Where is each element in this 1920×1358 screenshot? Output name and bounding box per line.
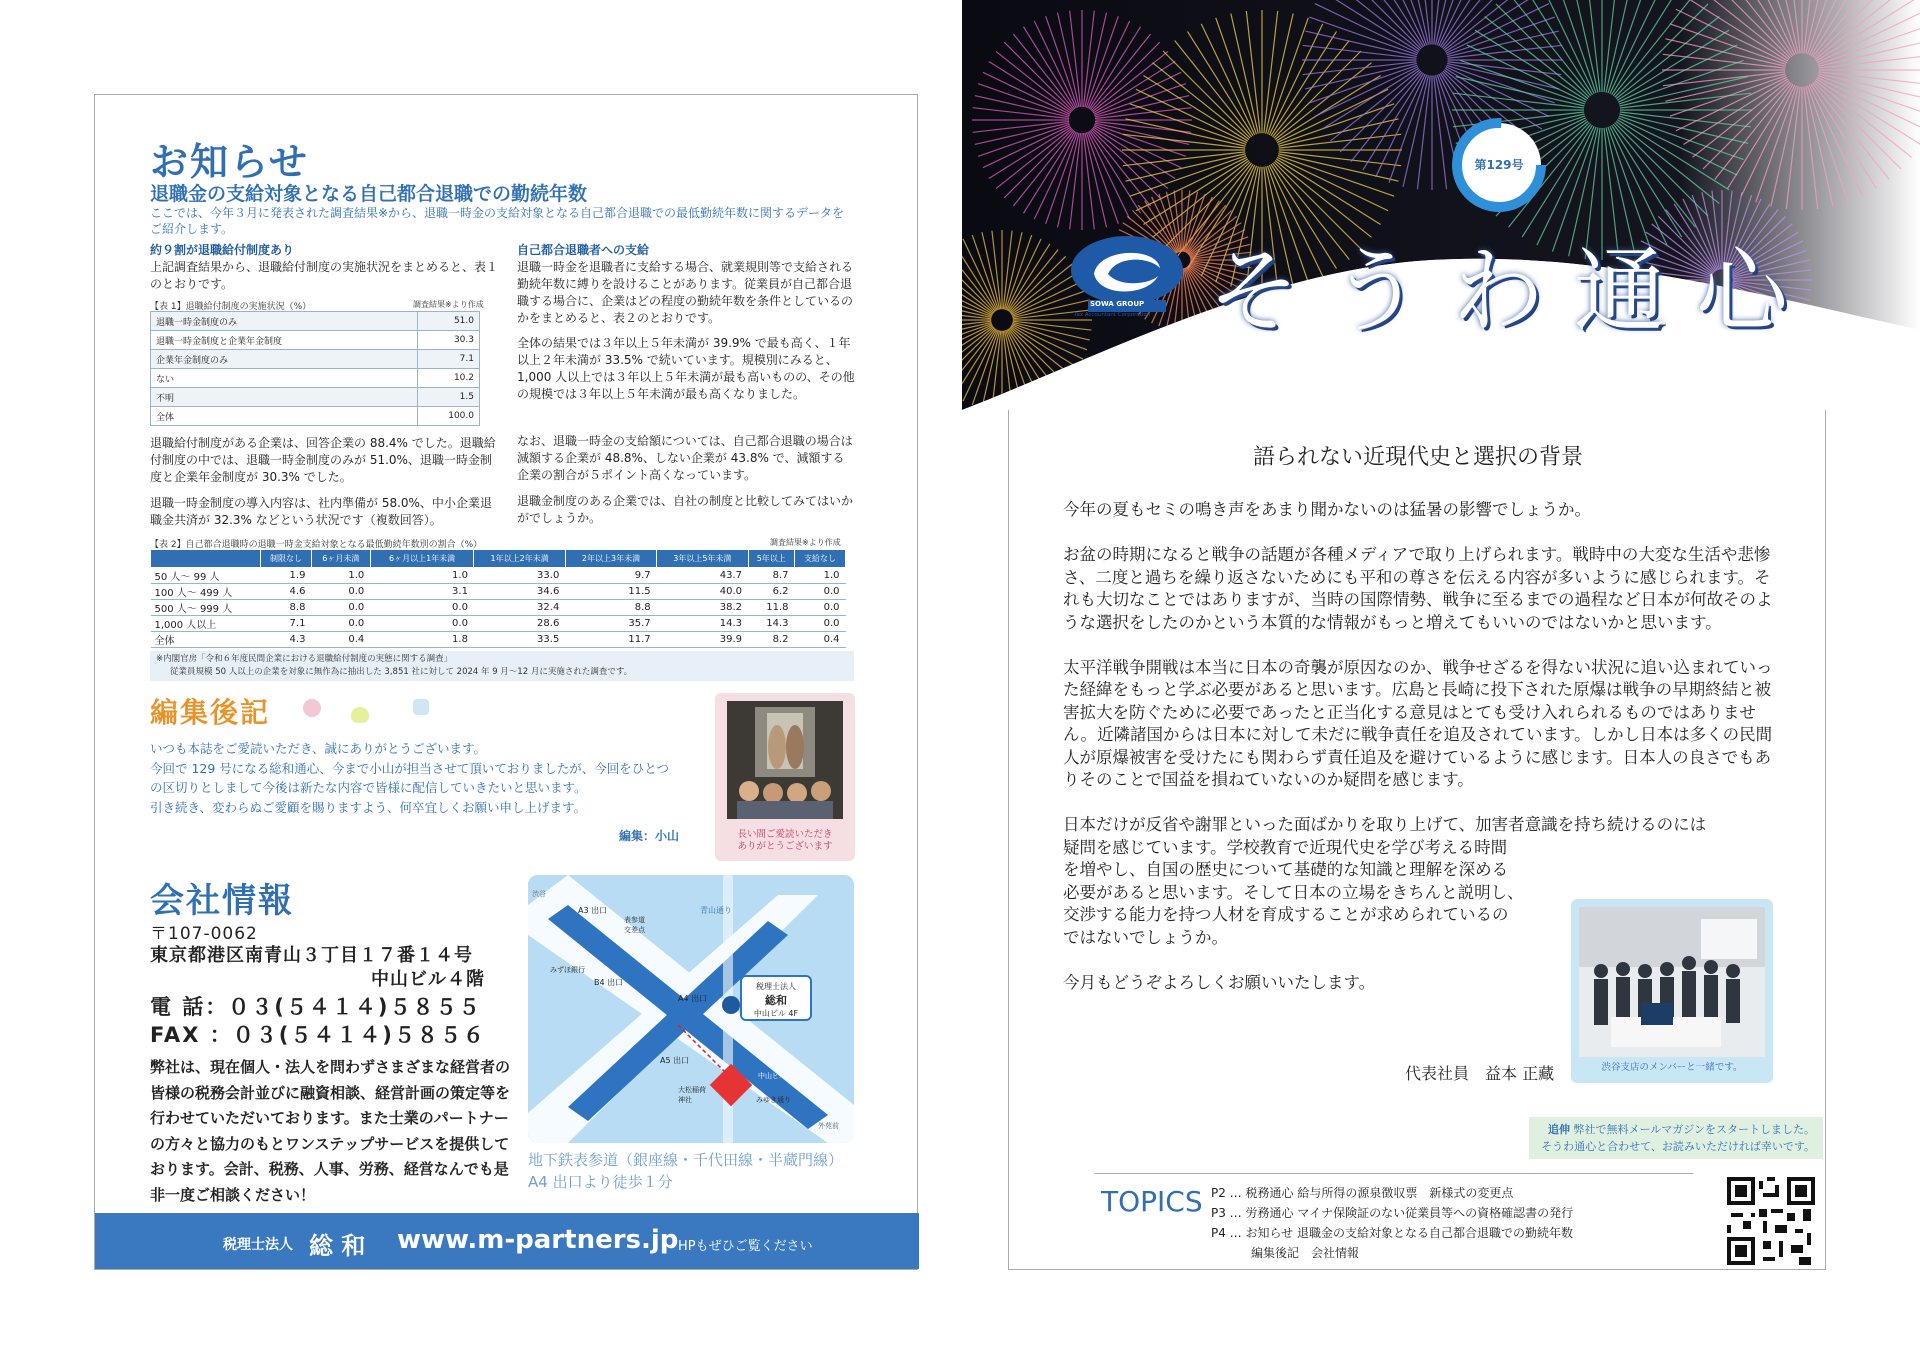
ice-icon xyxy=(413,699,429,715)
table1-source: 調査結果※より作成 xyxy=(413,300,484,309)
table1-row xyxy=(151,350,480,369)
col1-heading: 約９割が退職給付制度あり xyxy=(150,243,295,257)
topic-item xyxy=(1211,1243,1573,1263)
table1-value: 1.5 xyxy=(418,388,480,407)
table2-cell: 0.0 xyxy=(311,584,370,600)
footer-hp-note: HPもぜひご覧ください xyxy=(678,1239,813,1254)
table2-cell: 0.0 xyxy=(794,584,845,600)
flower-icon xyxy=(303,699,321,717)
access-line-2: A4 出口より徒歩１分 xyxy=(528,1173,673,1191)
topic-page: P3 … 労務通心 xyxy=(1211,1206,1294,1220)
table2-row xyxy=(151,632,846,648)
table1-value: 30.3 xyxy=(418,331,480,350)
table2-label: 全体 xyxy=(151,632,261,648)
company-description: 弊社は、現在個人・法人を問わずさまざまな経営者の皆様の税務会計並びに融資相談、経営計画の策定等を行わせていただいております。また士業のパートナーの方々と協力のもとワンステップサービスを提供しております。会計、税務、人事、労務、経営なんでも是非一度ご相談ください！ xyxy=(150,1058,511,1204)
table2-row xyxy=(151,616,846,632)
table2-row xyxy=(151,584,846,600)
table2-cell: 8.8 xyxy=(261,600,312,616)
article-line: 交渉する能力を持つ人材を育成することが求められているの xyxy=(1063,905,1509,924)
photo-caption-line-2: ありがとうございます xyxy=(737,841,833,852)
table1-label: 退職一時金制度のみ xyxy=(151,312,418,331)
afterword-text xyxy=(150,739,710,817)
table1-label: 退職一時金制度と企業年金制度 xyxy=(151,331,418,350)
map-label-shrine: 大松稲荷神社 xyxy=(678,1086,706,1104)
col1-p3: 退職一時金制度の導入内容は、社内準備が 58.0%、中小企業退職金共済が 32.3% などという状況です（複数回答）。 xyxy=(150,496,492,527)
article-title: 語られない近現代史と選択の背景 xyxy=(1252,445,1583,470)
table2-cell: 14.3 xyxy=(748,616,794,632)
issue-number: 第129号 xyxy=(1474,158,1524,172)
map-label-a4: A4 出口 xyxy=(678,994,708,1003)
map-label-aoyama: 青山通り xyxy=(700,906,732,915)
table2-header: 3年以上5年未満 xyxy=(657,550,748,568)
postscript-line-2: そうわ通心と合わせて、お読みいただければ幸いです。 xyxy=(1541,1140,1815,1153)
topic-text: 編集後記 会社情報 xyxy=(1251,1246,1360,1260)
table2-cell: 43.7 xyxy=(657,568,748,584)
topic-text: 退職金の支給対象となる自己都合退職での勤続年数 xyxy=(1296,1226,1573,1240)
table2-cell: 9.7 xyxy=(565,568,656,584)
table2-cell: 0.0 xyxy=(311,616,370,632)
footer-bar xyxy=(95,1213,919,1269)
afterword-photo-caption xyxy=(715,829,855,853)
signature: 代表社員 益本 正藏 xyxy=(1405,1064,1555,1083)
table2-cell: 1.0 xyxy=(794,568,845,584)
table2-cell: 34.6 xyxy=(474,584,565,600)
topic-text: 給与所得の源泉徴収票 新様式の変更点 xyxy=(1297,1186,1514,1200)
table2-cell: 33.0 xyxy=(474,568,565,584)
article-closing: 今月もどうぞよろしくお願いいたします。 xyxy=(1063,972,1376,992)
afterword-heading: 編集後記 xyxy=(150,696,271,729)
table2-header: 1年以上2年未満 xyxy=(474,550,565,568)
table2-cell: 1.9 xyxy=(261,568,312,584)
article-line: 必要があると思います。そして日本の立場をきちんと説明し、 xyxy=(1063,882,1524,902)
table2-cell: 11.7 xyxy=(565,632,656,648)
table2-label: 1,000 人以上 xyxy=(151,616,261,632)
map-firm-badge xyxy=(740,975,812,1021)
col1-p1: 上記調査結果から、退職給付制度の実施状況をまとめると、表１のとおりです。 xyxy=(150,260,499,291)
footer-firm-type: 税理士法人 xyxy=(223,1237,293,1253)
postscript-line-1: 弊社で無料メールマガジンをスタートしました。 xyxy=(1573,1123,1815,1136)
notice-subtitle: 退職金の支給対象となる自己都合退職での勤続年数 xyxy=(150,183,588,205)
table2-cell: 0.0 xyxy=(370,616,474,632)
map-firm-badge-2: 総和 xyxy=(765,994,787,1007)
notice-heading: お知らせ xyxy=(150,140,309,184)
table2-cell: 35.7 xyxy=(565,616,656,632)
afterword-line: 引き続き、変わらぬご愛顧を賜りますよう、何卒宜しくお願い申し上げます。 xyxy=(150,799,587,815)
table2-cell: 1.0 xyxy=(311,568,370,584)
company-fax: FAX ：０３(５４１４)５８５６ xyxy=(150,1023,486,1047)
map-firm-badge-1: 税理士法人 xyxy=(756,982,796,991)
table2-cell: 14.3 xyxy=(657,616,748,632)
table2-cell: 0.0 xyxy=(311,600,370,616)
table2-header: 支給なし xyxy=(794,550,845,568)
col2-p1: 退職一時金を退職者に支給する場合、就業規則等で支給される勤続年数に縛りを設けることがあります。従業員が自己都合退職する場合に、企業はどの程度の勤続年数を条件としているのかをまとめると、表２のとおりです。 xyxy=(517,260,854,325)
afterword-line: の区切りとしまして今後は新たな内容で皆様に配信していきたいと思います。 xyxy=(150,780,587,795)
topic-item xyxy=(1211,1203,1573,1223)
table2-cell: 6.2 xyxy=(748,584,794,600)
map-label-gaienmae: 外苑前 xyxy=(818,1122,839,1130)
team-photo xyxy=(1571,899,1773,1083)
map-label-b4: B4 出口 xyxy=(594,978,624,987)
team-photo-caption: 渋谷支店のメンバーと一緒です。 xyxy=(1601,1062,1743,1073)
table2-cell: 40.0 xyxy=(657,584,748,600)
map-label-shibuya: 渋谷 xyxy=(532,890,546,898)
table1-label: 不明 xyxy=(151,388,418,407)
company-address-2: 中山ビル４階 xyxy=(371,969,485,990)
table1-row xyxy=(151,388,480,407)
article-line: 疑問を感じています。学校教育で近現代史を学び考える時間 xyxy=(1063,837,1508,857)
table2-cell: 7.1 xyxy=(261,616,312,632)
topics-rule xyxy=(1095,1173,1693,1174)
table1-row xyxy=(151,312,480,331)
table-note xyxy=(150,651,854,681)
map-firm-building: 中山ビル 4F xyxy=(753,1009,799,1018)
table2-cell: 8.7 xyxy=(748,568,794,584)
table2-cell: 32.4 xyxy=(474,600,565,616)
logo-text-2: Tax Accountant Corporation xyxy=(1074,312,1151,318)
postscript xyxy=(1529,1117,1823,1159)
table2-source: 調査結果※より作成 xyxy=(770,538,841,547)
table2-cell: 0.4 xyxy=(794,632,845,648)
table2-header: 2年以上3年未満 xyxy=(565,550,656,568)
map-label-a5: A5 出口 xyxy=(660,1056,690,1065)
map-label-mizuho: みずほ銀行 xyxy=(550,966,585,974)
table1-row xyxy=(151,407,480,426)
publication-title: そうわ通心 xyxy=(1208,238,1819,345)
article-paragraph: 太平洋戦争開戦は本当に日本の奇襲が原因なのか、戦争せざるを得ない状況に追い込まれていった経緯をもっと学ぶ必要があると思います。広島と長崎に投下された原爆は戦争の早期終結と被害拡大を防ぐために必要であったと正当化する意見はとても受け入れられるものではありません。近隣諸国からは日本に対して未だに戦争責任を追及されています。しかし日本は多くの民間人が原爆被害を受けたにも関わらず責任追及を避けているように感じます。日本人の良さでもありそのことで国益を損ねていないのか疑問を感じます。 xyxy=(1063,657,1773,789)
table2-cell: 0.0 xyxy=(794,600,845,616)
table2-cell: 8.8 xyxy=(565,600,656,616)
afterword-photo-image xyxy=(715,693,855,823)
table2-cell: 8.2 xyxy=(748,632,794,648)
topic-item xyxy=(1211,1183,1573,1203)
company-heading: 会社情報 xyxy=(150,881,294,921)
company-postal: 〒107-0062 xyxy=(150,924,258,944)
table2-cell: 3.1 xyxy=(370,584,474,600)
topic-item xyxy=(1211,1223,1573,1243)
table2-cell: 1.8 xyxy=(370,632,474,648)
table2-row xyxy=(151,568,846,584)
article-line: 日本だけが反省や謝罪といった面ばかりを取り上げて、加害者意識を持ち続けるのには xyxy=(1063,815,1707,834)
qr-code[interactable] xyxy=(1727,1177,1815,1265)
col2-p3: なお、退職一時金の支給額については、自己都合退職の場合は減額する企業が 48.8%、しない企業が 43.8% で、減額する企業の割合が５ポイント高くなっています。 xyxy=(517,434,853,482)
table-note-2: 従業員規模 50 人以上の企業を対象に無作為に抽出した 3,851 社に対して 2024 年 9 月～12 月に実施された調査です。 xyxy=(170,667,633,677)
table2-cell: 0.0 xyxy=(794,616,845,632)
table1-row xyxy=(151,331,480,350)
col2-p4: 退職金制度のある企業では、自社の制度と比較してみてはいかがでしょうか。 xyxy=(517,494,854,525)
company-address-1: 東京都港区南青山３丁目１７番１４号 xyxy=(150,945,473,966)
table2-header: 5年以上 xyxy=(748,550,794,568)
table2-cell: 4.6 xyxy=(261,584,312,600)
table1-label: 全体 xyxy=(151,407,418,426)
topic-page: P4 … お知らせ xyxy=(1211,1226,1294,1240)
left-page xyxy=(94,94,918,1270)
article-paragraph: 今年の夏もセミの鳴き声をあまり聞かないのは猛暑の影響でしょうか。 xyxy=(1063,500,1591,519)
table1-value: 100.0 xyxy=(418,407,480,426)
table2-cell: 28.6 xyxy=(474,616,565,632)
table2-cell: 1.0 xyxy=(370,568,474,584)
afterword-photo xyxy=(715,693,855,861)
table1-value: 51.0 xyxy=(418,312,480,331)
table2-header: 6ヶ月未満 xyxy=(311,550,370,568)
topics-label: TOPICS xyxy=(1101,1185,1203,1218)
article-line: ではないでしょうか。 xyxy=(1063,927,1228,947)
table2-cell: 39.9 xyxy=(657,632,748,648)
table2-label: 500 人～ 999 人 xyxy=(151,600,261,616)
table2-header: 6ヶ月以上1年未満 xyxy=(370,550,474,568)
table1-value: 7.1 xyxy=(418,350,480,369)
col2-p2: 全体の結果では３年以上５年未満が 39.9% で最も高く、１年以上２年未満が 33.5% で続いています。規模別にみると、1,000 人以上では３年以上５年未満が最も高いものの、その他の規模では３年以上５年未満が最も高くなりました。 xyxy=(517,336,855,401)
article-paragraph: お盆の時期になると戦争の話題が各種メディアで取り上げられます。戦時中の大変な生活や悲惨さ、二度と過ちを繰り返さないためにも平和の尊さを伝える内容が多いように感じられます。それも大切なことではありますが、当時の国際情勢、戦争に至るまでの過程など日本が何故そのような選択をしたのかという本質的な情報がもっと増えてもいいのではないかと思います。 xyxy=(1063,545,1773,632)
table2-caption: 【表 2】自己都合退職時の退職一時金支給対象となる最低勤続年数別の割合（%） xyxy=(150,540,483,550)
afterword-editor: 編集：小山 xyxy=(619,829,680,843)
table2 xyxy=(150,549,846,648)
cover-hero xyxy=(962,0,1920,410)
map-label-a3: A3 出口 xyxy=(578,906,608,915)
table1-label: ない xyxy=(151,369,418,388)
chick-icon xyxy=(351,707,369,723)
footer-website-link[interactable]: www.m-partners.jp xyxy=(397,1225,679,1255)
table2-cell: 11.8 xyxy=(748,600,794,616)
map-label-miyuki: みゆき通り xyxy=(756,1096,791,1104)
article-line: を増やし、自国の歴史について基礎的な知識と理解を深める xyxy=(1063,860,1509,879)
footer-firm-name: 総 和 xyxy=(309,1232,366,1260)
table2-header xyxy=(151,550,261,568)
access-map xyxy=(528,875,854,1143)
topic-text: マイナ保険証のない従業員等への資格確認書の発行 xyxy=(1297,1206,1574,1220)
table2-cell: 0.0 xyxy=(370,600,474,616)
table2-cell: 38.2 xyxy=(657,600,748,616)
table2-header: 制限なし xyxy=(261,550,312,568)
team-photo-image xyxy=(1571,899,1773,1057)
access-line-1: 地下鉄表参道（銀座線・千代田線・半蔵門線） xyxy=(528,1151,844,1169)
table2-label: 50 人～ 99 人 xyxy=(151,568,261,584)
table1-caption: 【表 1】退職給付制度の実施状況（%） xyxy=(150,302,312,312)
table2-cell: 33.5 xyxy=(474,632,565,648)
table1-row xyxy=(151,369,480,388)
table2-label: 100 人～ 499 人 xyxy=(151,584,261,600)
topic-page: P2 … 税務通心 xyxy=(1211,1186,1294,1200)
map-label-omotesando: 表参道交差点 xyxy=(624,916,645,934)
table2-row xyxy=(151,600,846,616)
table1-value: 10.2 xyxy=(418,369,480,388)
access-note xyxy=(528,1149,868,1193)
table2-cell: 4.3 xyxy=(261,632,312,648)
logo-text-1: SOWA GROUP xyxy=(1090,300,1145,308)
table2-cell: 0.4 xyxy=(311,632,370,648)
map-label-nakayama: 中山ビル xyxy=(758,1072,786,1080)
table2-cell: 11.5 xyxy=(565,584,656,600)
postscript-label: 追伸 xyxy=(1547,1123,1570,1136)
afterword-line: いつも本誌をご愛読いただき、誠にありがとうございます。 xyxy=(150,741,487,756)
afterword-line: 今回で 129 号になる総和通心、今まで小山が担当させて頂いておりましたが、今回をひとつ xyxy=(150,760,670,776)
table-note-1: ※内閣官房「令和６年度民間企業における退職給付制度の実態に関する調査」 xyxy=(156,654,453,664)
table1 xyxy=(150,311,480,426)
notice-intro: ここでは、今年３月に発表された調査結果※から、退職一時金の支給対象となる自己都合退職での最低勤続年数に関するデータをご紹介します。 xyxy=(150,206,845,236)
table1-label: 企業年金制度のみ xyxy=(151,350,418,369)
photo-caption-line-1: 長い間ご愛読いただき xyxy=(737,829,833,840)
company-tel[interactable]: 電 話：０３(５４１４)５８５５ xyxy=(150,995,482,1019)
col2-heading: 自己都合退職者への支給 xyxy=(517,243,650,257)
col1-p2: 退職給付制度がある企業は、回答企業の 88.4% でした。退職給付制度の中では、退職一時金制度のみが 51.0%、退職一時金制度と企業年金制度が 30.3% でした。 xyxy=(150,436,496,484)
topics-list xyxy=(1211,1183,1573,1263)
